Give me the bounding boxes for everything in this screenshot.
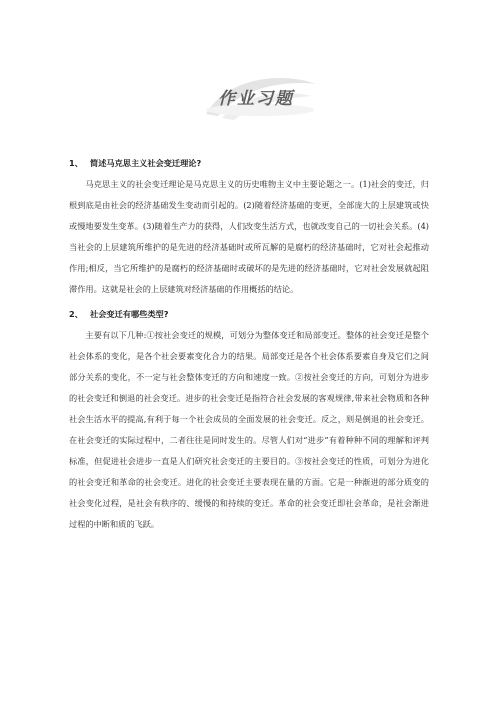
question-1-answer: 马克思主义的社会变迁理论是马克思主义的历史唯物主义中主要论题之一。(1)社会的变迁，归根到底是由社会的经济基础发生变动而引起的。(2)随着经济基础的变更，全部庞大的上层建筑或快或慢地要发生变革。(3)随着生产力的获得，人们改变生活方式，也就改变自己的一切社会关系。(4)当社会的上层建筑所维护的是先进的经济基础时或所瓦解的是腐朽的经济基础时，它对社会起推动作用;相反，当它所维护的是腐朽的经济基础时或破坏的是先进的经济基础时，它对社会发展就起阻滞作用。这就是社会的上层建筑对经济基础的作用概括的结论。 — [69, 179, 429, 294]
question-2-title: 社会变迁有哪些类型? — [90, 309, 169, 319]
question-1-number: 1、 — [69, 158, 83, 168]
question-2-answer: 主要有以下几种:①按社会变迁的规模，可划分为整体变迁和局部变迁。整体的社会变迁是整个社会体系的变化，是各个社会要素变化合力的结果。局部变迁是各个社会体系要素自身及它们之间部分关系的变化，不一定与社会整体变迁的方向和速度一致。②按社会变迁的方向，可划分为进步的社会变迁和倒退的社会变迁。进步的社会变迁是指符合社会发展的客观规律,带来社会物质和各种社会生活水平的提高,有利于每一个社会成员的全面发展的社会变迁。反之，则是倒退的社会变迁。在社会变迁的实际过程中，二者往往是同时发生的。尽管人们对“进步”有着种种不同的理解和评判标准，但促进社会进步一直是人们研究社会变迁的主要目的。③按社会变迁的性质，可划分为进化的社会变迁和革命的社会变迁。进化的社会变迁主要表现在量的方面。它是一种渐进的部分质变的社会变化过程，是社会有秩序的、缓慢的和持续的变迁。革命的社会变迁即社会革命，是社会渐进过程的中断和质的飞跃。 — [69, 330, 429, 529]
question-2-heading — [69, 303, 429, 325]
banner-title: 作业习题 — [218, 89, 294, 109]
question-1-heading — [69, 152, 429, 174]
exercise-content — [69, 152, 429, 535]
question-1-title: 简述马克思主义社会变迁理论? — [90, 158, 202, 168]
question-2-number: 2、 — [69, 309, 83, 319]
